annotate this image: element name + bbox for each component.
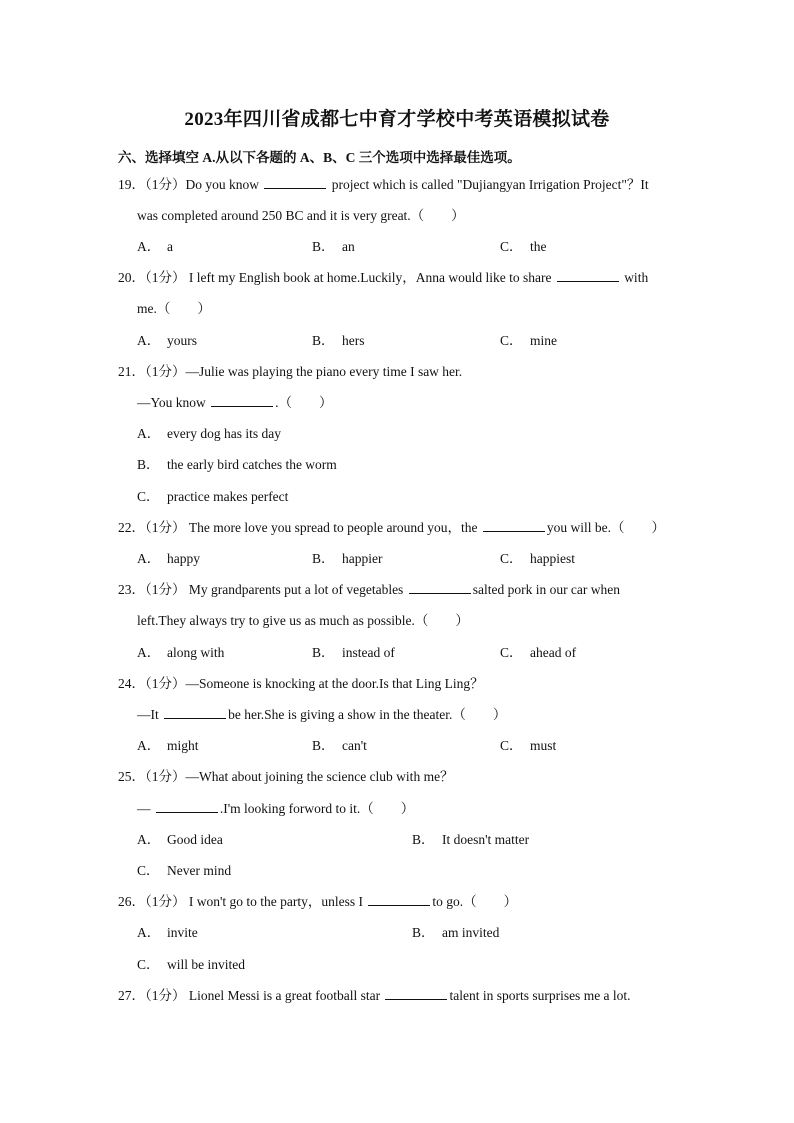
option-text: instead of (342, 645, 395, 660)
option-text: will be invited (167, 957, 245, 972)
option-21-c[interactable] (137, 488, 288, 506)
option-25-a[interactable] (137, 831, 223, 849)
question-25-text-b: .I'm looking forword to it.（ ） (219, 801, 415, 816)
option-letter: A． (137, 645, 161, 660)
option-19-b[interactable] (312, 238, 355, 256)
option-text: might (167, 738, 199, 753)
answer-blank (557, 269, 619, 282)
question-25-line-2 (137, 800, 677, 818)
option-21-a[interactable] (137, 425, 281, 443)
answer-blank (385, 987, 447, 1000)
option-letter: B． (312, 239, 335, 254)
question-25-text-a: — (137, 801, 151, 816)
question-23 (118, 581, 678, 599)
question-22 (118, 519, 678, 537)
option-letter: A． (137, 426, 161, 441)
option-text: the early bird catches the worm (167, 457, 337, 472)
question-27-text-b: talent in sports surprises me a lot. (449, 988, 631, 1003)
option-26-a[interactable] (137, 924, 198, 942)
option-text: must (530, 738, 557, 753)
question-22-text-b: you will be.（ ） (546, 520, 666, 535)
option-letter: B． (312, 333, 335, 348)
option-letter: B． (137, 457, 160, 472)
option-letter: C． (500, 645, 523, 660)
option-23-c[interactable] (500, 644, 576, 662)
option-19-c[interactable] (500, 238, 547, 256)
answer-blank (156, 800, 218, 813)
option-text: yours (167, 333, 197, 348)
option-letter: A． (137, 333, 161, 348)
question-23-line-2: left.They always try to give us as much as possible.（ ） (137, 613, 469, 628)
question-20 (118, 269, 678, 287)
question-21-line-2 (137, 394, 677, 412)
question-21-text-b: .（ ） (275, 395, 333, 410)
question-24-text-b: be her.She is giving a show in the theater.（ ） (228, 707, 507, 722)
option-text: invite (167, 925, 198, 940)
question-25: 25．（1分）—What about joining the science club with me？ (118, 769, 454, 784)
question-20-text-a: 20．（1分） I left my English book at home.Luckily，Anna would like to share (118, 270, 552, 285)
answer-blank (164, 706, 226, 719)
question-23-text-b: salted pork in our car when (472, 582, 621, 597)
option-letter: C． (500, 738, 523, 753)
question-24: 24．（1分）—Someone is knocking at the door.Is that Ling Ling？ (118, 676, 484, 691)
question-23-text-a: 23．（1分） My grandparents put a lot of vegetables (118, 582, 404, 597)
option-letter: C． (137, 957, 160, 972)
option-22-b[interactable] (312, 550, 382, 568)
option-24-a[interactable] (137, 737, 199, 755)
option-text: can't (342, 738, 367, 753)
option-letter: C． (137, 489, 160, 504)
question-19 (118, 176, 678, 194)
option-text: practice makes perfect (167, 489, 289, 504)
option-26-b[interactable] (412, 924, 499, 942)
option-letter: B． (312, 551, 335, 566)
option-letter: B． (412, 925, 435, 940)
option-letter: B． (312, 738, 335, 753)
option-22-c[interactable] (500, 550, 575, 568)
option-letter: C． (500, 551, 523, 566)
option-letter: C． (500, 333, 523, 348)
question-19-text-a: 19．（1分）Do you know (118, 177, 259, 192)
question-26 (118, 893, 678, 911)
option-text: happy (167, 551, 200, 566)
answer-blank (409, 581, 471, 594)
option-24-c[interactable] (500, 737, 556, 755)
option-20-a[interactable] (137, 332, 197, 350)
question-20-text-b: with (624, 270, 649, 285)
answer-blank (211, 394, 273, 407)
question-26-text-a: 26．（1分） I won't go to the party，unless I (118, 894, 364, 909)
option-19-a[interactable] (137, 238, 173, 256)
answer-blank (368, 893, 430, 906)
option-letter: A． (137, 551, 161, 566)
option-25-b[interactable] (412, 831, 529, 849)
option-text: It doesn't matter (442, 832, 530, 847)
question-21: 21．（1分）—Julie was playing the piano every time I saw her. (118, 364, 463, 379)
option-letter: B． (412, 832, 435, 847)
option-25-c[interactable] (137, 862, 231, 880)
question-27 (118, 987, 678, 1005)
question-24-text-a: —It (137, 707, 159, 722)
section-heading: 六、选择填空 A.从以下各题的 A、B、C 三个选项中选择最佳选项。 (118, 150, 521, 165)
option-26-c[interactable] (137, 956, 245, 974)
option-23-b[interactable] (312, 644, 395, 662)
option-text: a (167, 239, 173, 254)
option-letter: A． (137, 738, 161, 753)
option-letter: C． (137, 863, 160, 878)
option-text: happier (342, 551, 383, 566)
option-20-b[interactable] (312, 332, 365, 350)
question-20-line-2: me.（ ） (137, 301, 211, 316)
option-text: am invited (442, 925, 500, 940)
answer-blank (483, 519, 545, 532)
option-letter: B． (312, 645, 335, 660)
option-text: ahead of (530, 645, 577, 660)
option-text: Good idea (167, 832, 223, 847)
option-22-a[interactable] (137, 550, 200, 568)
option-23-a[interactable] (137, 644, 224, 662)
page-title: 2023年四川省成都七中育才学校中考英语模拟试卷 (184, 109, 610, 130)
question-27-text-a: 27．（1分） Lionel Messi is a great football star (118, 988, 381, 1003)
option-letter: C． (500, 239, 523, 254)
option-24-b[interactable] (312, 737, 367, 755)
option-text: the (530, 239, 547, 254)
option-letter: A． (137, 925, 161, 940)
option-text: mine (530, 333, 557, 348)
question-19-line-2: was completed around 250 BC and it is very great.（ ） (137, 208, 465, 223)
option-letter: A． (137, 832, 161, 847)
question-22-text-a: 22．（1分） The more love you spread to people around you，the (118, 520, 478, 535)
question-26-text-b: to go.（ ） (432, 894, 518, 909)
option-text: along with (167, 645, 225, 660)
question-21-text-a: —You know (137, 395, 206, 410)
option-letter: A． (137, 239, 161, 254)
question-24-line-2 (137, 706, 677, 724)
option-text: happiest (530, 551, 575, 566)
option-text: Never mind (167, 863, 232, 878)
option-text: hers (342, 333, 365, 348)
answer-blank (264, 176, 326, 189)
option-text: every dog has its day (167, 426, 281, 441)
option-text: an (342, 239, 355, 254)
question-19-text-b: project which is called "Dujiangyan Irrigation Project"？It (331, 177, 649, 192)
option-21-b[interactable] (137, 456, 337, 474)
option-20-c[interactable] (500, 332, 557, 350)
